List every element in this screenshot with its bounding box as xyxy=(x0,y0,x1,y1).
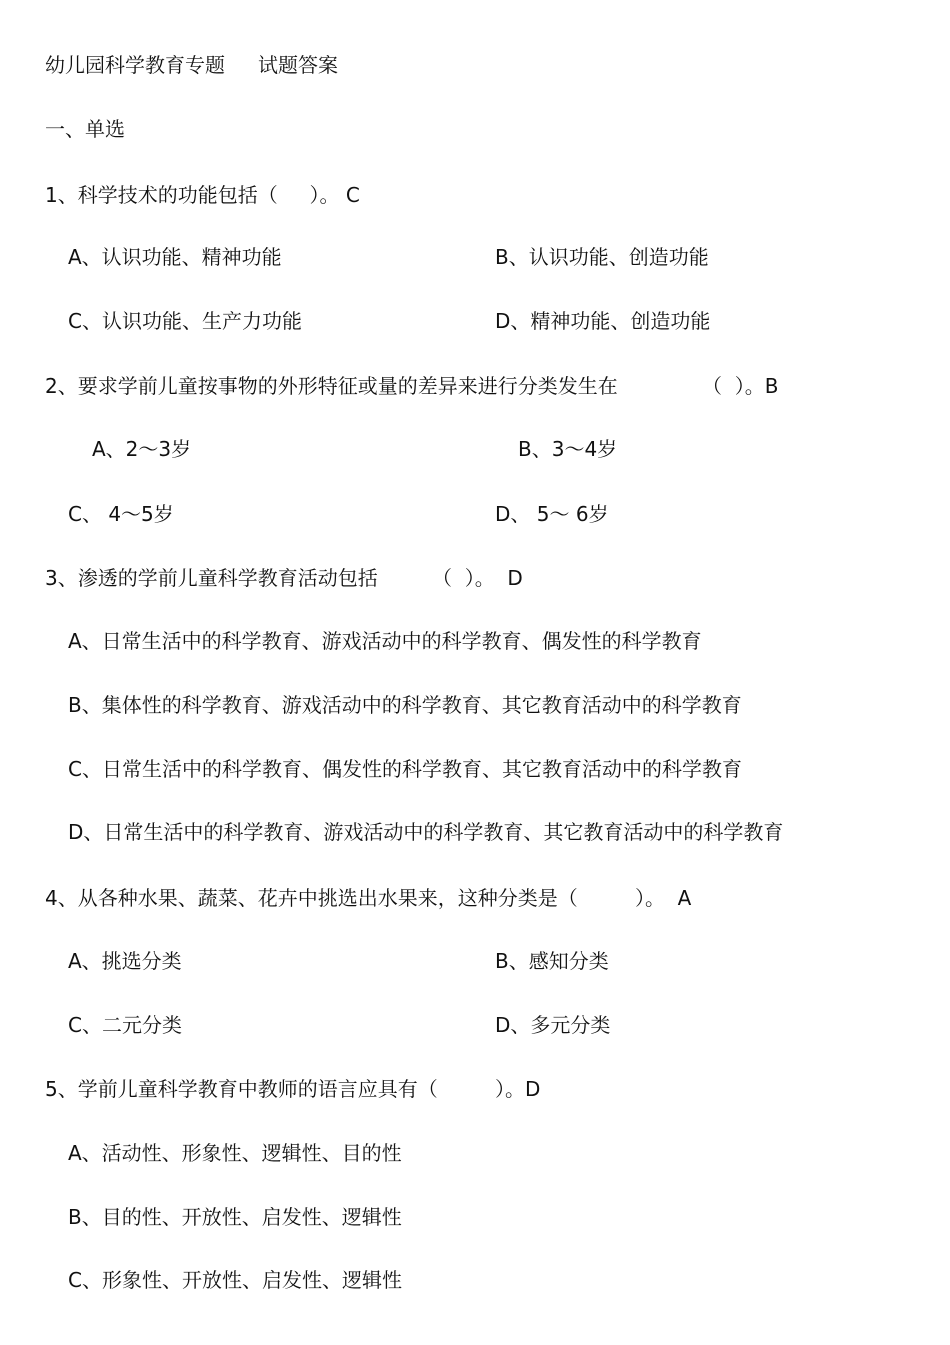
question-2-option-c: C、 4～5岁 xyxy=(68,502,174,526)
document-title: 幼儿园科学教育专题 xyxy=(45,53,225,77)
question-3-stem: 3、渗透的学前儿童科学教育活动包括 xyxy=(45,566,378,590)
question-2-option-b: B、3～4岁 xyxy=(518,437,618,461)
question-3-option-b: B、集体性的科学教育、游戏活动中的科学教育、其它教育活动中的科学教育 xyxy=(68,693,742,717)
question-2-stem: 2、要求学前儿童按事物的外形特征或量的差异来进行分类发生在 xyxy=(45,374,618,398)
question-4-option-b: B、感知分类 xyxy=(495,949,609,973)
question-5-option-b: B、目的性、开放性、启发性、逻辑性 xyxy=(68,1205,402,1229)
question-4-option-a: A、挑选分类 xyxy=(68,949,182,973)
question-2-option-a: A、2～3岁 xyxy=(92,437,192,461)
question-5-stem: 5、学前儿童科学教育中教师的语言应具有（ ）。D xyxy=(45,1077,541,1101)
question-3-option-d: D、日常生活中的科学教育、游戏活动中的科学教育、其它教育活动中的科学教育 xyxy=(68,820,784,844)
document-subtitle: 试题答案 xyxy=(258,53,338,77)
question-4-stem: 4、从各种水果、蔬菜、花卉中挑选出水果来，这种分类是（ ）。 A xyxy=(45,886,692,910)
question-3-option-a: A、日常生活中的科学教育、游戏活动中的科学教育、偶发性的科学教育 xyxy=(68,629,702,653)
question-5-option-c: C、形象性、开放性、启发性、逻辑性 xyxy=(68,1268,402,1292)
question-5-option-a: A、活动性、形象性、逻辑性、目的性 xyxy=(68,1141,402,1165)
section-heading: 一、单选 xyxy=(45,117,125,141)
question-1-option-b: B、认识功能、创造功能 xyxy=(495,245,709,269)
question-1-option-a: A、认识功能、精神功能 xyxy=(68,245,282,269)
question-4-option-c: C、二元分类 xyxy=(68,1013,182,1037)
question-1-stem: 1、科学技术的功能包括（ ）。 C xyxy=(45,183,360,207)
question-1-option-c: C、认识功能、生产力功能 xyxy=(68,309,302,333)
question-2-answer: （ ）。B xyxy=(702,374,779,398)
question-1-option-d: D、精神功能、创造功能 xyxy=(495,309,711,333)
question-2-option-d: D、 5～ 6岁 xyxy=(495,502,609,526)
question-4-option-d: D、多元分类 xyxy=(495,1013,611,1037)
question-3-option-c: C、日常生活中的科学教育、偶发性的科学教育、其它教育活动中的科学教育 xyxy=(68,757,742,781)
question-3-answer: （ ）。 D xyxy=(432,566,523,590)
